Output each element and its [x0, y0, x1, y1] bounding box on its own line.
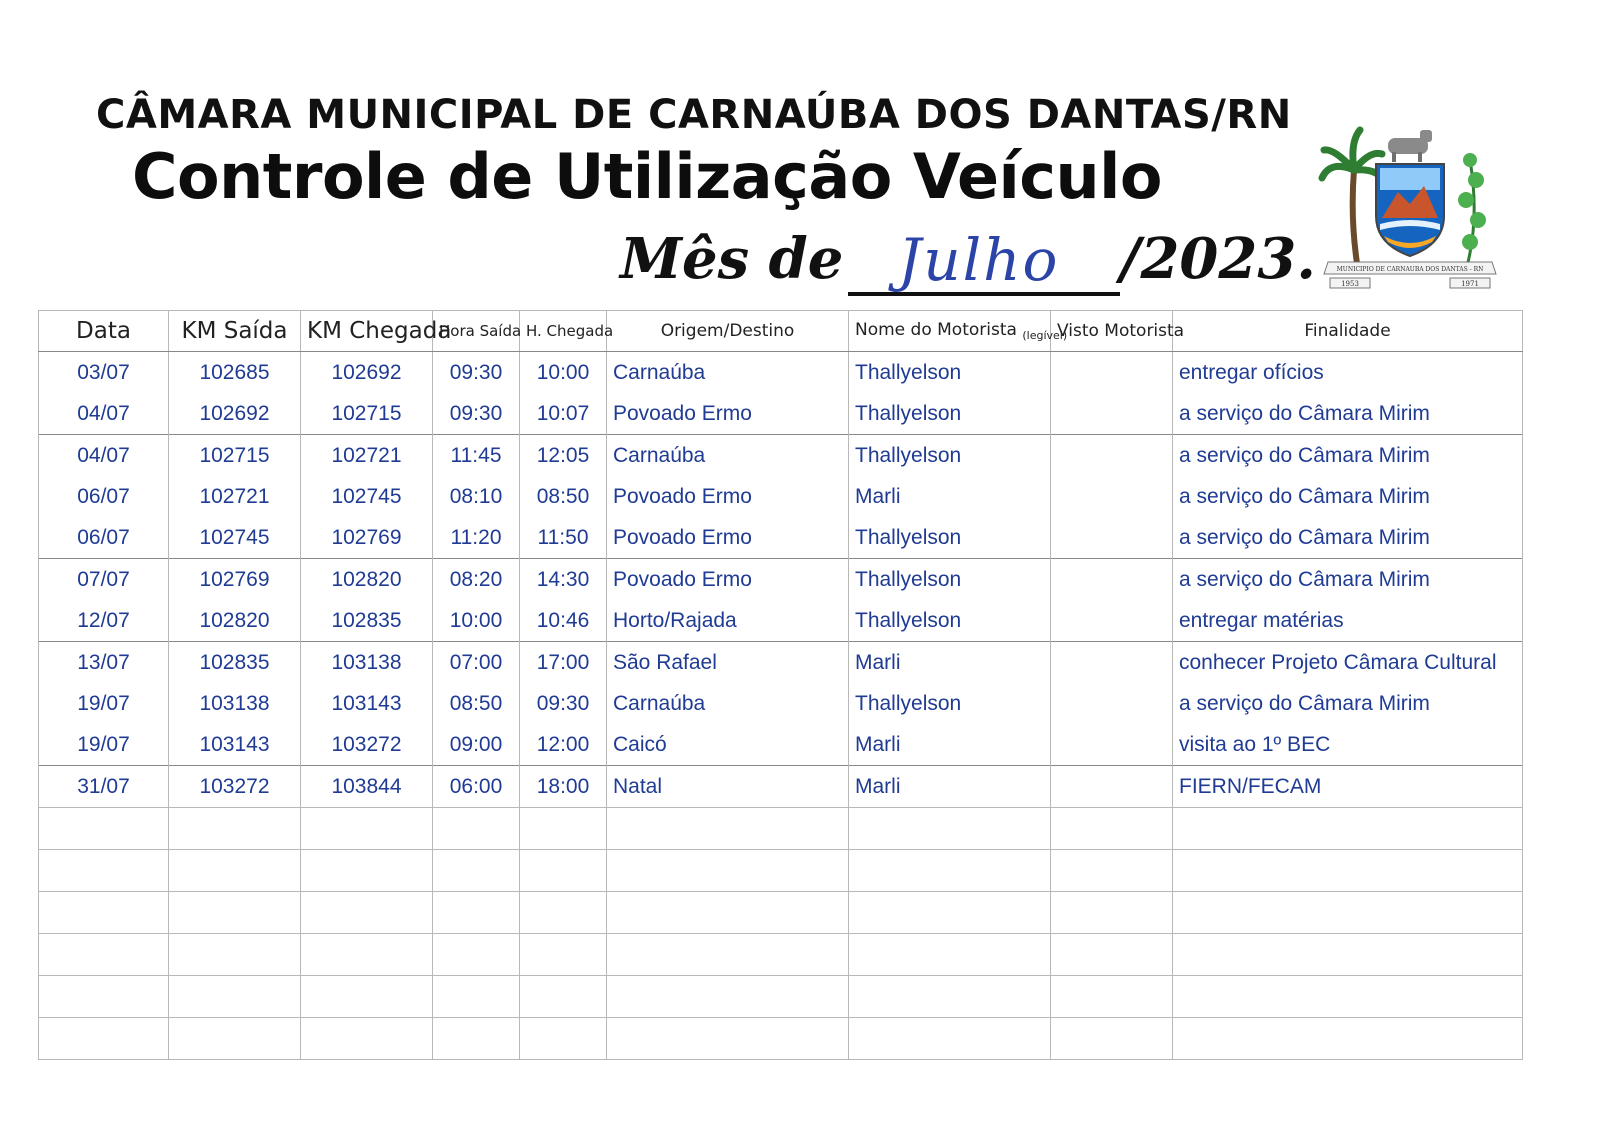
cell-driver-signature — [1051, 435, 1173, 477]
cell-purpose — [1173, 1018, 1523, 1060]
empty-table-row — [39, 808, 1523, 850]
cell-driver: Marli — [849, 476, 1051, 517]
cell-time-in: 10:00 — [520, 352, 607, 394]
cell-km-in — [301, 934, 433, 976]
cell-driver-signature — [1051, 724, 1173, 766]
col-header-time-out: Hora Saída — [433, 311, 520, 352]
cell-time-in — [520, 808, 607, 850]
col-header-time-in: H. Chegada — [520, 311, 607, 352]
cell-purpose — [1173, 976, 1523, 1018]
cell-time-in: 12:00 — [520, 724, 607, 766]
cell-destination — [607, 1018, 849, 1060]
col-header-km-in: KM Chegada — [301, 311, 433, 352]
cell-km-in: 102820 — [301, 559, 433, 601]
month-handwritten-value: Julho — [898, 226, 1060, 294]
cell-time-in: 12:05 — [520, 435, 607, 477]
cell-driver-signature — [1051, 934, 1173, 976]
col-header-km-out: KM Saída — [169, 311, 301, 352]
cell-km-in: 103138 — [301, 642, 433, 684]
cell-time-in — [520, 934, 607, 976]
cell-time-out — [433, 934, 520, 976]
cell-km-in — [301, 850, 433, 892]
vehicle-usage-table — [38, 310, 1523, 1060]
cell-date: 04/07 — [39, 393, 169, 435]
cell-time-out: 09:30 — [433, 352, 520, 394]
cell-purpose — [1173, 934, 1523, 976]
cell-driver-signature — [1051, 600, 1173, 642]
cell-driver-signature — [1051, 476, 1173, 517]
col-header-destination: Origem/Destino — [607, 311, 849, 352]
cell-driver: Marli — [849, 642, 1051, 684]
empty-table-row — [39, 1018, 1523, 1060]
cell-time-out — [433, 1018, 520, 1060]
cell-destination — [607, 934, 849, 976]
cell-destination: Caicó — [607, 724, 849, 766]
table-row — [39, 517, 1523, 559]
table-header-row — [39, 311, 1523, 352]
month-label: Mês de — [620, 226, 844, 292]
cell-km-out: 103272 — [169, 766, 301, 808]
cell-destination — [607, 976, 849, 1018]
cell-driver-signature — [1051, 642, 1173, 684]
cell-time-in: 18:00 — [520, 766, 607, 808]
cell-time-out: 09:00 — [433, 724, 520, 766]
cell-time-out: 06:00 — [433, 766, 520, 808]
cell-time-out — [433, 892, 520, 934]
cell-km-out — [169, 892, 301, 934]
cell-driver-signature — [1051, 892, 1173, 934]
cell-time-out: 09:30 — [433, 393, 520, 435]
cell-time-out: 08:50 — [433, 683, 520, 724]
col-header-date: Data — [39, 311, 169, 352]
emblem-year-left: 1953 — [1341, 280, 1359, 288]
cell-destination — [607, 850, 849, 892]
cell-date — [39, 1018, 169, 1060]
table-row — [39, 393, 1523, 435]
cell-driver-signature — [1051, 683, 1173, 724]
cell-time-out: 07:00 — [433, 642, 520, 684]
cell-km-out: 102721 — [169, 476, 301, 517]
cell-km-in — [301, 892, 433, 934]
cell-driver — [849, 850, 1051, 892]
cell-time-out — [433, 808, 520, 850]
cell-destination — [607, 892, 849, 934]
cell-purpose — [1173, 850, 1523, 892]
cell-destination: Povoado Ermo — [607, 476, 849, 517]
cell-km-out — [169, 808, 301, 850]
cell-driver-signature — [1051, 393, 1173, 435]
cell-driver: Thallyelson — [849, 393, 1051, 435]
cell-driver-signature — [1051, 766, 1173, 808]
cell-purpose: entregar matérias — [1173, 600, 1523, 642]
cell-date — [39, 892, 169, 934]
cell-km-in: 103844 — [301, 766, 433, 808]
cell-time-out: 08:10 — [433, 476, 520, 517]
cell-time-in: 10:07 — [520, 393, 607, 435]
cell-time-in: 10:46 — [520, 600, 607, 642]
cell-km-out: 103143 — [169, 724, 301, 766]
cell-km-in — [301, 1018, 433, 1060]
cell-time-out: 10:00 — [433, 600, 520, 642]
cell-driver: Thallyelson — [849, 683, 1051, 724]
cell-time-out: 11:45 — [433, 435, 520, 477]
col-header-purpose: Finalidade — [1173, 311, 1523, 352]
table-row — [39, 642, 1523, 684]
cell-date: 06/07 — [39, 476, 169, 517]
cell-destination: Povoado Ermo — [607, 393, 849, 435]
emblem-ribbon-text: MUNICIPIO DE CARNAUBA DOS DANTAS - RN — [1336, 266, 1484, 273]
cell-km-in: 102721 — [301, 435, 433, 477]
cell-date — [39, 934, 169, 976]
cell-date: 19/07 — [39, 683, 169, 724]
table-row — [39, 724, 1523, 766]
cell-date: 06/07 — [39, 517, 169, 559]
table-body — [39, 352, 1523, 1060]
empty-table-row — [39, 892, 1523, 934]
cell-km-in: 102745 — [301, 476, 433, 517]
cell-driver-signature — [1051, 976, 1173, 1018]
empty-table-row — [39, 976, 1523, 1018]
cell-km-in: 102715 — [301, 393, 433, 435]
cell-time-in — [520, 1018, 607, 1060]
cell-km-out — [169, 850, 301, 892]
cell-km-in: 103272 — [301, 724, 433, 766]
col-header-driver — [849, 311, 1068, 352]
cell-purpose: entregar ofícios — [1173, 352, 1523, 394]
month-field — [620, 222, 1320, 302]
table-row — [39, 352, 1523, 394]
cell-km-out: 102685 — [169, 352, 301, 394]
cell-time-in: 08:50 — [520, 476, 607, 517]
cell-driver — [849, 892, 1051, 934]
empty-table-row — [39, 934, 1523, 976]
cell-km-out: 102769 — [169, 559, 301, 601]
cell-time-in — [520, 976, 607, 1018]
cell-time-out — [433, 976, 520, 1018]
cell-date: 04/07 — [39, 435, 169, 477]
cell-time-in: 11:50 — [520, 517, 607, 559]
cell-destination: Natal — [607, 766, 849, 808]
cell-driver-signature — [1051, 517, 1173, 559]
cell-driver — [849, 1018, 1051, 1060]
cell-date: 13/07 — [39, 642, 169, 684]
cell-driver: Thallyelson — [849, 435, 1051, 477]
cell-purpose — [1173, 808, 1523, 850]
cell-km-out: 102745 — [169, 517, 301, 559]
municipal-coat-of-arms-icon — [1320, 120, 1500, 300]
cell-purpose — [1173, 892, 1523, 934]
cell-km-out: 102692 — [169, 393, 301, 435]
cell-driver — [849, 976, 1051, 1018]
cell-purpose: a serviço do Câmara Mirim — [1173, 476, 1523, 517]
cell-time-in — [520, 892, 607, 934]
cell-driver: Thallyelson — [849, 600, 1051, 642]
cell-destination — [607, 808, 849, 850]
cell-purpose: a serviço do Câmara Mirim — [1173, 559, 1523, 601]
cell-purpose: a serviço do Câmara Mirim — [1173, 517, 1523, 559]
cell-destination: São Rafael — [607, 642, 849, 684]
cell-time-out: 11:20 — [433, 517, 520, 559]
cell-date: 07/07 — [39, 559, 169, 601]
cell-driver: Marli — [849, 766, 1051, 808]
emblem-year-right: 1971 — [1461, 280, 1479, 288]
cell-time-out — [433, 850, 520, 892]
cell-km-in: 103143 — [301, 683, 433, 724]
cell-driver-signature — [1051, 808, 1173, 850]
cell-driver: Thallyelson — [849, 517, 1051, 559]
cell-purpose: FIERN/FECAM — [1173, 766, 1523, 808]
cell-destination: Carnaúba — [607, 435, 849, 477]
cell-destination: Horto/Rajada — [607, 600, 849, 642]
cell-km-out: 103138 — [169, 683, 301, 724]
cell-driver: Marli — [849, 724, 1051, 766]
cell-destination: Carnaúba — [607, 683, 849, 724]
cell-purpose: a serviço do Câmara Mirim — [1173, 435, 1523, 477]
cell-destination: Povoado Ermo — [607, 559, 849, 601]
cell-driver: Thallyelson — [849, 559, 1051, 601]
cell-driver-signature — [1051, 559, 1173, 601]
cell-date: 19/07 — [39, 724, 169, 766]
table-row — [39, 600, 1523, 642]
cell-destination: Carnaúba — [607, 352, 849, 394]
cell-driver-signature — [1051, 352, 1173, 394]
cell-date — [39, 808, 169, 850]
cell-km-in: 102769 — [301, 517, 433, 559]
cell-purpose: a serviço do Câmara Mirim — [1173, 683, 1523, 724]
cell-km-in: 102692 — [301, 352, 433, 394]
col-header-driver-label: Nome do Motorista — [855, 320, 1017, 340]
cell-driver-signature — [1051, 1018, 1173, 1060]
cell-driver-signature — [1051, 850, 1173, 892]
col-header-driver-note: (legível) — [1022, 329, 1068, 342]
cell-driver — [849, 808, 1051, 850]
institution-title: CÂMARA MUNICIPAL DE CARNAÚBA DOS DANTAS/RN — [96, 92, 1292, 138]
cell-km-out — [169, 1018, 301, 1060]
cell-km-out: 102835 — [169, 642, 301, 684]
month-year: /2023. — [1120, 226, 1316, 292]
cell-driver — [849, 934, 1051, 976]
table-row — [39, 435, 1523, 477]
form-title: Controle de Utilização Veículo — [132, 140, 1163, 213]
cell-purpose: conhecer Projeto Câmara Cultural — [1173, 642, 1523, 684]
cell-date: 12/07 — [39, 600, 169, 642]
cell-destination: Povoado Ermo — [607, 517, 849, 559]
cell-km-in: 102835 — [301, 600, 433, 642]
table-row — [39, 559, 1523, 601]
cell-date — [39, 850, 169, 892]
cell-date: 03/07 — [39, 352, 169, 394]
table-row — [39, 766, 1523, 808]
table-row — [39, 683, 1523, 724]
cell-purpose: a serviço do Câmara Mirim — [1173, 393, 1523, 435]
cell-time-in: 17:00 — [520, 642, 607, 684]
table-row — [39, 476, 1523, 517]
cell-km-out — [169, 934, 301, 976]
col-header-driver-signature: Visto Motorista — [1051, 311, 1173, 352]
cell-time-in — [520, 850, 607, 892]
cell-purpose: visita ao 1º BEC — [1173, 724, 1523, 766]
cell-time-in: 14:30 — [520, 559, 607, 601]
cell-km-in — [301, 808, 433, 850]
cell-km-out: 102820 — [169, 600, 301, 642]
cell-driver: Thallyelson — [849, 352, 1051, 394]
cell-date — [39, 976, 169, 1018]
cell-km-out — [169, 976, 301, 1018]
cell-date: 31/07 — [39, 766, 169, 808]
cell-km-in — [301, 976, 433, 1018]
cell-time-out: 08:20 — [433, 559, 520, 601]
empty-table-row — [39, 850, 1523, 892]
cell-km-out: 102715 — [169, 435, 301, 477]
cell-time-in: 09:30 — [520, 683, 607, 724]
